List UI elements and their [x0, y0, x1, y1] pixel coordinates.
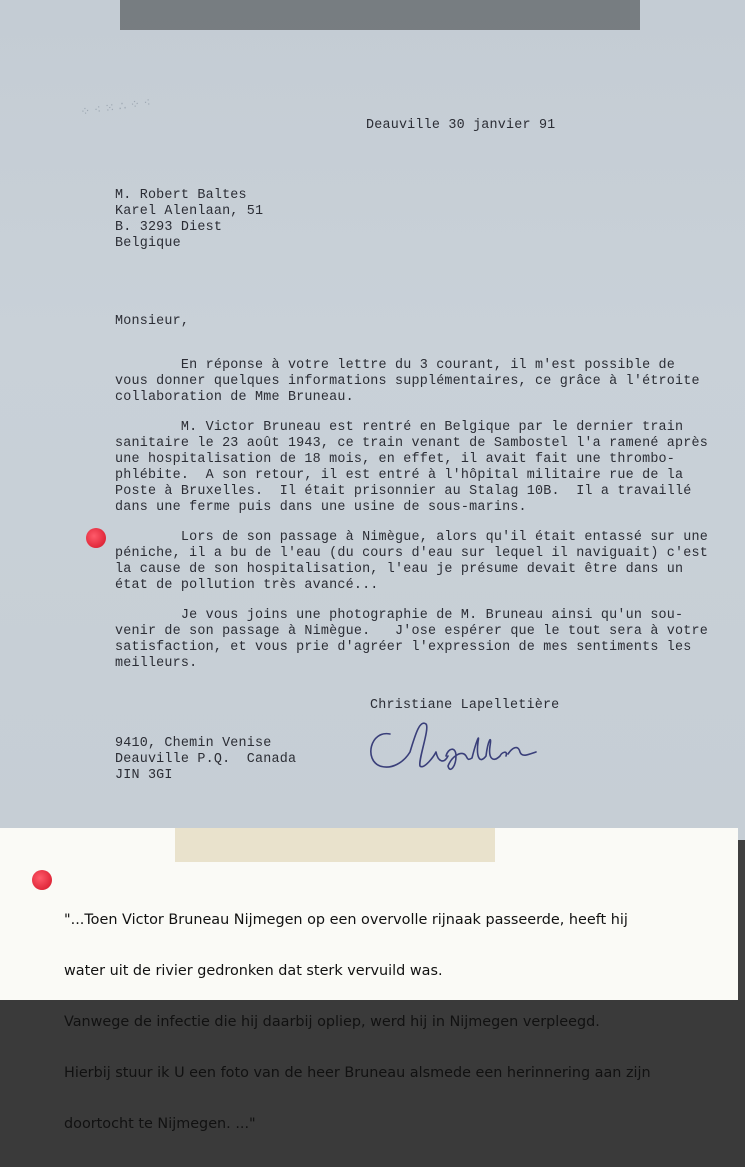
paragraph-line: péniche, il a bu de l'eau (du cours d'eau sur lequel il naviguait) c'est — [115, 546, 708, 561]
place-date: Deauville 30 janvier 91 — [366, 118, 556, 133]
handwritten-signature — [360, 712, 560, 782]
sender-address-line: JIN 3GI — [115, 768, 173, 783]
paragraph-line: la cause de son hospitalisation, l'eau je présume devait être dans un — [115, 562, 684, 577]
address-line: Karel Alenlaan, 51 — [115, 204, 264, 219]
address-line: Belgique — [115, 236, 181, 251]
paragraph-line: collaboration de Mme Bruneau. — [115, 390, 354, 405]
tape-patch — [175, 828, 495, 862]
translation-slip — [0, 828, 738, 1132]
paragraph-line: vous donner quelques informations supplémentaires, ce grâce à l'étroite — [115, 374, 700, 389]
translation-line: water uit de rivier gedronken dat sterk vervuild was. — [64, 963, 443, 979]
sender-address-line: 9410, Chemin Venise — [115, 736, 272, 751]
paragraph-line: M. Victor Bruneau est rentré en Belgique par le dernier train — [115, 420, 684, 435]
paragraph-line: meilleurs. — [115, 656, 198, 671]
paragraph-line: Poste à Bruxelles. Il était prisonnier au Stalag 10B. Il a travaillé — [115, 484, 692, 499]
address-line: B. 3293 Diest — [115, 220, 223, 235]
translation-text — [64, 878, 724, 1167]
translation-line: doortocht te Nijmegen. ..." — [64, 1116, 256, 1132]
paragraph-line: une hospitalisation de 18 mois, en effet, il avait fait une thrombo- — [115, 452, 676, 467]
paragraph-line: Je vous joins une photographie de M. Bruneau ainsi qu'un sou- — [115, 608, 684, 623]
sender-name: Christiane Lapelletière — [370, 698, 560, 713]
paragraph-line: satisfaction, et vous prie d'agréer l'expression de mes sentiments les — [115, 640, 692, 655]
red-marker-dot — [86, 528, 106, 548]
paragraph-line: sanitaire le 23 août 1943, ce train venant de Sambostel l'a ramené après — [115, 436, 708, 451]
paragraph-line: état de pollution très avancé... — [115, 578, 379, 593]
paragraph-line: venir de son passage à Nimègue. J'ose espérer que le tout sera à votre — [115, 624, 708, 639]
translation-line: "...Toen Victor Bruneau Nijmegen op een overvolle rijnaak passeerde, heeft hij — [64, 912, 628, 928]
faded-stamp: ⁘ ⁖ ⁙ ∴ ⁘ ⁖ — [79, 95, 152, 119]
sender-address-line: Deauville P.Q. Canada — [115, 752, 297, 767]
salutation: Monsieur, — [115, 314, 190, 329]
paragraph-line: dans une ferme puis dans une usine de sous-marins. — [115, 500, 527, 515]
paragraph-line: Lors de son passage à Nimègue, alors qu'il était entassé sur une — [115, 530, 708, 545]
tape-strip — [120, 0, 640, 30]
paragraph-line: En réponse à votre lettre du 3 courant, il m'est possible de — [115, 358, 676, 373]
translation-line: Hierbij stuur ik U een foto van de heer Bruneau alsmede een herinnering aan zijn — [64, 1065, 651, 1081]
address-line: M. Robert Baltes — [115, 188, 247, 203]
red-marker-dot — [32, 870, 52, 890]
paragraph-line: phlébite. A son retour, il est entré à l'hôpital militaire rue de la — [115, 468, 684, 483]
translation-line: Vanwege de infectie die hij daarbij opliep, werd hij in Nijmegen verpleegd. — [64, 1014, 600, 1030]
